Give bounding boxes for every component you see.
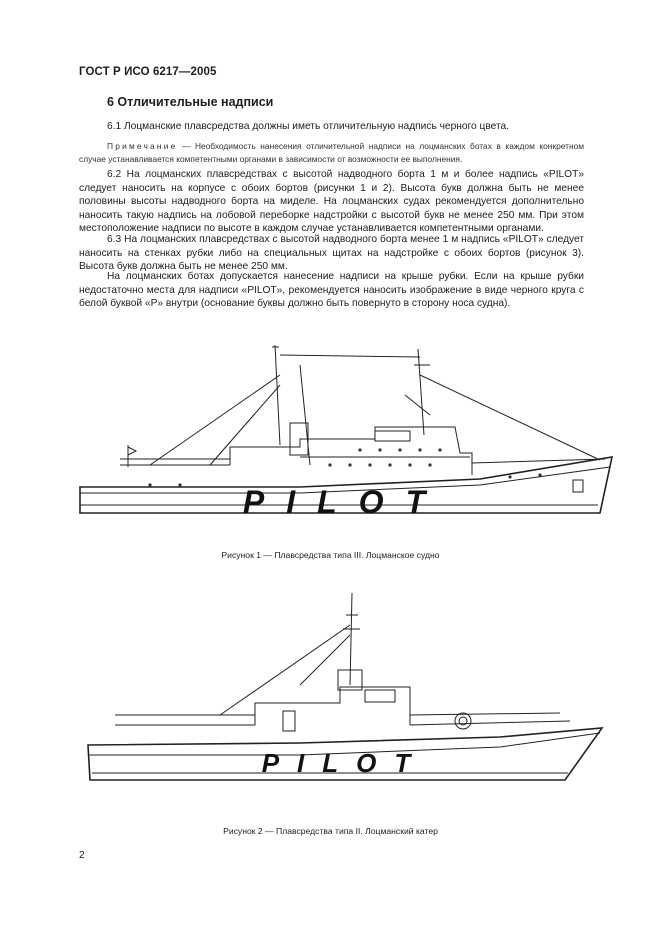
figure-2-hull-lettering: PILOT: [261, 748, 429, 778]
note-text: — Необходимость нанесения отличительной надписи на лоцманских ботах в каждом конкретном случае устанавливается компетентными органами в зависимости от возможности ее выполнения.: [79, 141, 584, 164]
figure-1-hull-lettering: PILOT: [242, 484, 448, 520]
paragraph-6-3: 6.3 На лоцманских плавсредствах с высотой надводного борта менее 1 м надпись «PILOT» следует наносить на стенках рубки либо на специальных щитах на надстройке с обоих бортов (рисунок 3). Высота букв должна быть не менее 250 мм.: [79, 234, 584, 272]
note: [79, 140, 584, 165]
section-title: 6 Отличительные надписи: [107, 95, 274, 109]
page-number: 2: [79, 850, 85, 861]
figure-2-caption: Рисунок 2 — Плавсредства типа II. Лоцманский катер: [223, 826, 438, 836]
figure-1-pilot-ship: [0, 335, 661, 535]
paragraph-6-2: 6.2 На лоцманских плавсредствах с высотой надводного борта 1 м и более надпись «PILOT» следует наносить на корпусе с обоих бортов (рисунки 1 и 2). Высота букв должна быть не менее половины высоты надводного борта на миделе. На лоцманских судах рекомендуется дополнительно наносить такую надпись на лобовой переборке надстройки с высотой букв не менее 250 мм. При этом местоположение надписи по высоте в каждом случае устанавливается компетентными органами.: [79, 169, 584, 234]
paragraph-6-3-continued: На лоцманских ботах допускается нанесение надписи на крыше рубки. Если на крыше рубки недостаточно места для надписи «PILOT», рекомендуется наносить изображение в виде черного круга с белой буквой «P» внутри (основание буквы должно быть повернуто в сторону носа судна).: [79, 271, 584, 309]
figure-1-caption: Рисунок 1 — Плавсредства типа III. Лоцманское судно: [221, 550, 440, 560]
paragraph-6-1: 6.1 Лоцманские плавсредства должны иметь отличительную надпись черного цвета.: [107, 121, 510, 132]
note-label: Примечание: [107, 141, 178, 151]
document-code: ГОСТ Р ИСО 6217—2005: [79, 66, 217, 78]
figure-2-pilot-boat: [0, 585, 661, 800]
